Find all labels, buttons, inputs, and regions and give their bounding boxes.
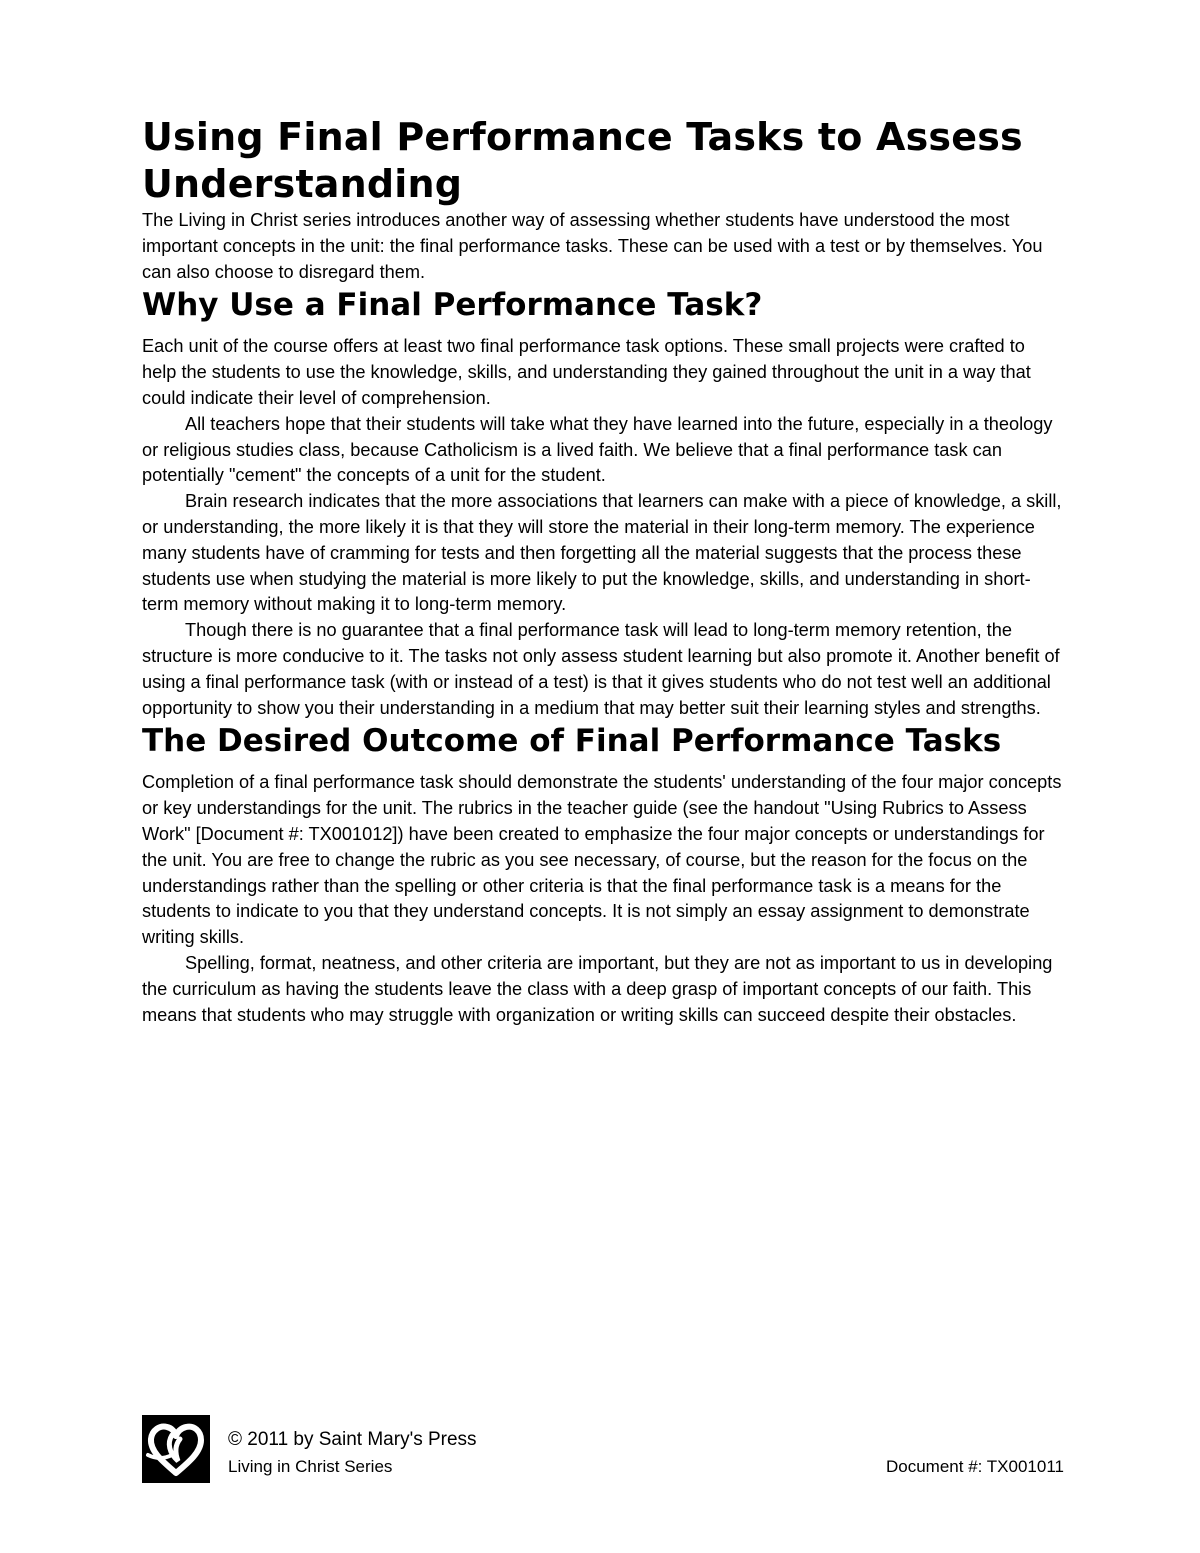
desired-outcome-body: [142, 770, 1062, 1028]
page-footer: [142, 1415, 1064, 1485]
why-paragraph: Brain research indicates that the more associations that learners can make with a piece of knowledge, a skill, or understanding, the more likely it is that they will store the material in their long-term memory. The experience many students have of cramming for tests and then forgetting all the material suggests that the process these students use when studying the material is more likely to put the knowledge, skills, and understanding in short-term memory without making it to long-term memory.: [142, 491, 1062, 615]
document-number: Document #: TX001011: [886, 1457, 1064, 1476]
intro-paragraph: The Living in Christ series introduces another way of assessing whether students have understood the most important concepts in the unit: the final performance tasks. These can be used with a test or by themselves. You can also choose to disregard them.: [142, 210, 1043, 282]
why-section-body: [142, 334, 1062, 721]
why-paragraph: Though there is no guarantee that a final performance task will lead to long-term memory retention, the structure is more conducive to it. The tasks not only assess student learning but also promote it. Another benefit of using a final performance task (with or instead of a test) is that it gives students who do not test well an additional opportunity to show you their understanding in a medium that may better suit their learning styles and strengths.: [142, 620, 1060, 718]
series-name: Living in Christ Series: [228, 1457, 393, 1476]
desired-outcome-heading: The Desired Outcome of Final Performance Tasks: [142, 723, 1002, 760]
why-paragraph: Each unit of the course offers at least two final performance task options. These small projects were crafted to help the students to use the knowledge, skills, and understanding they gained throughout the unit in a way that could indicate their level of comprehension.: [142, 336, 1031, 408]
page-title: Using Final Performance Tasks to Assess Understanding: [142, 115, 1023, 206]
document-page: [142, 114, 1062, 1028]
why-section-heading: Why Use a Final Performance Task?: [142, 287, 763, 324]
why-paragraph: All teachers hope that their students will take what they have learned into the future, especially in a theology or religious studies class, because Catholicism is a lived faith. We believe that a final performance task can potentially "cement" the concepts of a unit for the student.: [142, 413, 1053, 486]
desired-paragraph: Completion of a final performance task should demonstrate the students' understanding of the four major concepts or key understandings for the unit. The rubrics in the teacher guide (see the handout "Using Rubrics to Assess Work" [Document #: TX001012]) have been created to emphasize the four major concepts or understandings for the unit. You are free to change the rubric as you see necessary, of course, but the reason for the focus on the understandings rather than the spelling or other criteria is that the final performance task is a means for the students to indicate to you that they understand concepts. It is not simply an essay assignment to demonstrate writing skills.: [142, 772, 1062, 948]
saint-marys-press-logo-icon: [142, 1415, 210, 1483]
desired-paragraph: Spelling, format, neatness, and other criteria are important, but they are not as important to us in developing the curriculum as having the students leave the class with a deep grasp of important concepts of our faith. This means that students who may struggle with organization or writing skills can succeed despite their obstacles.: [142, 952, 1053, 1025]
copyright-text: © 2011 by Saint Mary's Press: [228, 1429, 477, 1450]
